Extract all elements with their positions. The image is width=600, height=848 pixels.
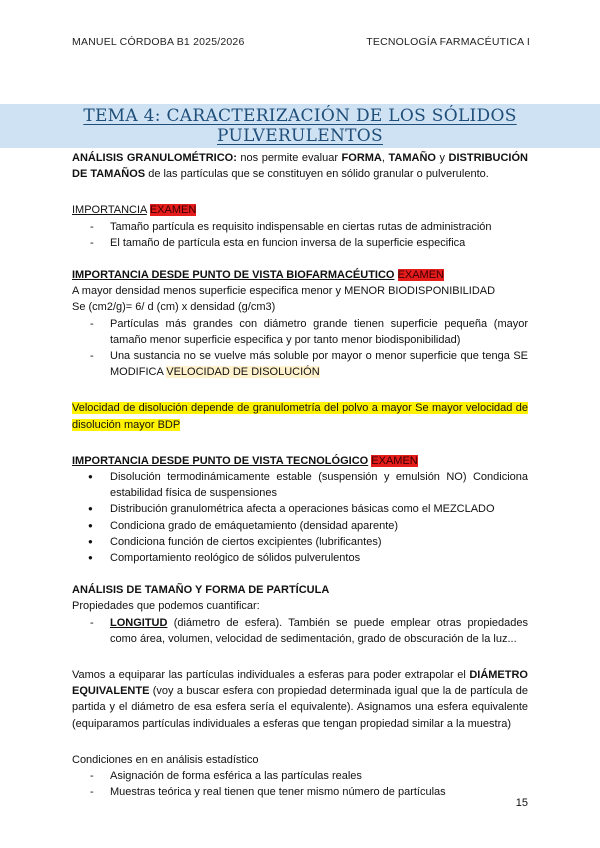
list-item: ● Distribución granulométrica afecta a operaciones básicas como el MEZCLADO: [72, 501, 528, 517]
exam-tag: EXAMEN: [371, 454, 418, 467]
tecnologico-heading: [72, 453, 528, 469]
page-number: 15: [515, 797, 528, 809]
biofarm-list: [72, 316, 528, 381]
importancia-title: IMPORTANCIA: [72, 204, 147, 217]
condiciones-line: Condiciones en en análisis estadístico: [72, 753, 259, 766]
list-item: ● Comportamiento reológico de sólidos pulverulentos: [72, 550, 528, 566]
list-item: - Muestras teórica y real tienen que tener mismo número de partículas: [72, 784, 528, 800]
velocidad-highlight: VELOCIDAD DE DISOLUCIÓN: [166, 366, 320, 379]
analisis-line: Propiedades que podemos cuantificar:: [72, 600, 260, 613]
velocidad-paragraph: [72, 400, 528, 432]
document-body: [72, 150, 528, 801]
analisis-heading: ANÁLISIS DE TAMAÑO Y FORMA DE PARTÍCULA: [72, 584, 330, 597]
equivalente-paragraph: [72, 667, 528, 732]
biofarm-heading: [72, 267, 528, 283]
header-left: MANUEL CÓRDOBA B1 2025/2026: [72, 36, 245, 48]
intro-text-1: nos permite evaluar: [236, 152, 342, 164]
biofarm-title: IMPORTANCIA DESDE PUNTO DE VISTA BIOFARMACÉUTICO: [72, 269, 395, 282]
list-item: ● Disolución termodinámicamente estable (suspensión y emulsión NO) Condiciona estabilidad física de suspensiones: [72, 469, 528, 501]
intro-comma: ,: [381, 152, 389, 164]
intro-paragraph: [72, 150, 528, 182]
tecnologico-list: [72, 469, 528, 566]
longitud-term: LONGITUD: [110, 616, 168, 629]
intro-forma: FORMA: [341, 152, 382, 164]
tecnologico-title: IMPORTANCIA DESDE PUNTO DE VISTA TECNOLÓGICO: [72, 454, 369, 467]
list-item: - Asignación de forma esférica a las partículas reales: [72, 768, 528, 784]
list-item: ● Condiciona grado de emáquetamiento (densidad aparente): [72, 518, 528, 534]
header-right: TECNOLOGÍA FARMACÉUTICA I: [366, 36, 530, 48]
title-wrap: [0, 104, 600, 148]
intro-term: ANÁLISIS GRANULOMÉTRICO:: [72, 152, 237, 164]
intro-tamano: TAMAÑO: [388, 152, 436, 164]
equivalente-text-1: Vamos a equiparar las partículas individuales a esferas para poder extrapolar el: [72, 669, 470, 682]
importancia-list: [72, 219, 528, 251]
diametro-equivalente-term: DIÁMETRO EQUIVALENTE: [72, 669, 528, 698]
exam-tag: EXAMEN: [397, 269, 445, 282]
velocidad-highlight-text: Velocidad de disolución depende de granulometría del polvo a mayor Se mayor velocidad de disolución mayor BDP: [72, 402, 528, 431]
biofarm-line1: A mayor densidad menos superficie especifica menor y MENOR BIODISPONIBILIDAD: [72, 285, 496, 298]
list-item: - El tamaño de partícula esta en funcion inversa de la superficie especifica: [72, 235, 528, 251]
analisis-list: [72, 615, 528, 647]
list-item: [72, 615, 528, 647]
list-item: - Partículas más grandes con diámetro grande tienen superficie pequeña (mayor tamaño menor superficie especifica y por tanto menor biodisponibilidad): [72, 316, 528, 348]
importancia-heading: [72, 202, 528, 218]
biofarm-item2-text: Una sustancia no se vuelve más soluble por mayor o menor superficie que tenga SE MODIFICA: [110, 350, 528, 379]
equivalente-text-2: (voy a buscar esfera con propiedad determinada igual que la de partícula de partida y el diámetro de esa esfera sería el equivalente). Asignamos una esfera equivalente (equiparamos partículas individuales a esferas que tengan propiedad similar a la muestra): [72, 685, 528, 730]
exam-tag: EXAMEN: [149, 204, 197, 217]
page-title: TEMA 4: CARACTERIZACIÓN DE LOS SÓLIDOS PULVERULENTOS: [0, 104, 600, 148]
intro-text-2: de las partículas que se constituyen en sólido granular o pulverulento.: [145, 168, 489, 181]
intro-distribucion: DISTRIBUCIÓN DE TAMAÑOS: [72, 152, 528, 181]
list-item: [72, 348, 528, 380]
longitud-text: (diámetro de esfera). También se puede emplear otras propiedades como área, volumen, velocidad de sedimentación, grado de obscuración de la luz...: [110, 616, 528, 645]
list-item: - Tamaño partícula es requisito indispensable en ciertas rutas de administración: [72, 219, 528, 235]
condiciones-list: [72, 768, 528, 800]
biofarm-formula: Se (cm2/g)= 6/ d (cm) x densidad (g/cm3): [72, 301, 276, 314]
list-item: ● Condiciona función de ciertos excipientes (lubrificantes): [72, 534, 528, 550]
intro-y: y: [435, 152, 449, 164]
